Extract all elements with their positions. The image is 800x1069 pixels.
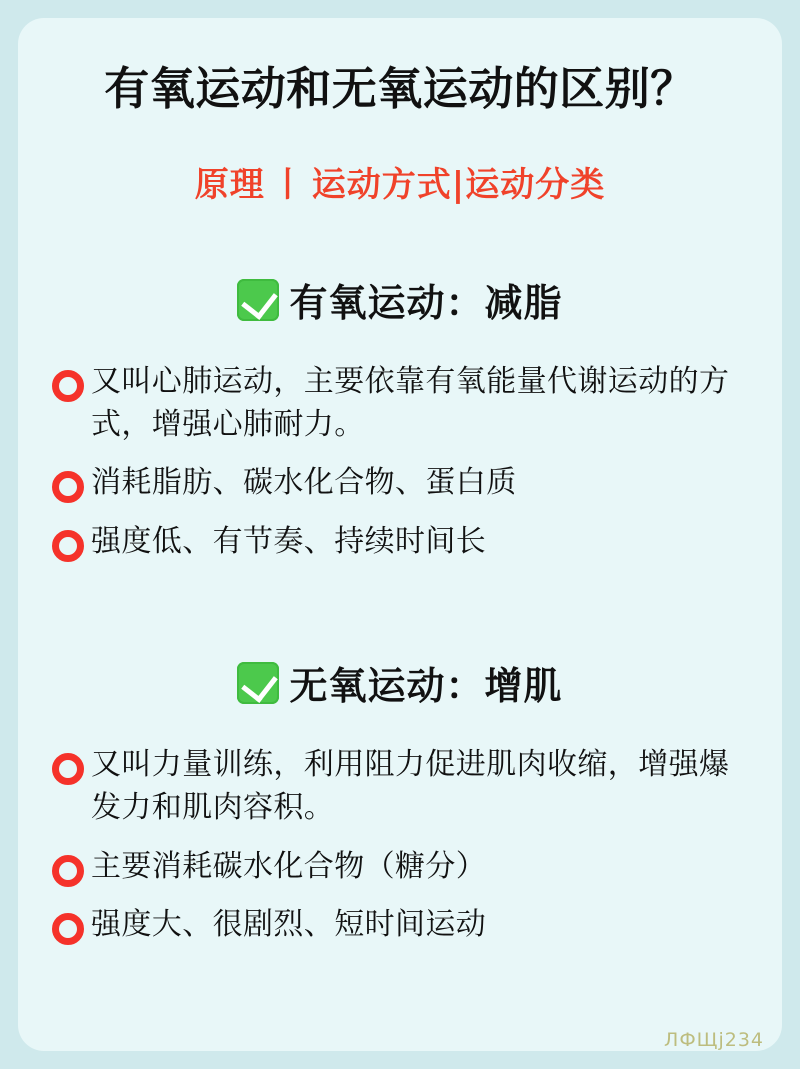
ring-bullet-icon (52, 913, 84, 945)
section-anaerobic-bullets (52, 744, 748, 946)
list-item (52, 904, 748, 947)
content-card (18, 18, 782, 1051)
section-anaerobic-header (52, 655, 748, 710)
list-item (52, 521, 748, 564)
watermark: ЛФЩj234 (664, 1029, 764, 1051)
green-check-icon (237, 279, 279, 321)
list-item-text: 强度大、很剧烈、短时间运动 (91, 907, 487, 943)
list-item (52, 462, 748, 505)
subtitle-left: 原理 (194, 165, 265, 206)
section-anaerobic-title: 无氧运动：增肌 (289, 664, 563, 709)
section-aerobic-title: 有氧运动：减脂 (289, 281, 563, 326)
green-check-icon (237, 662, 279, 704)
subtitle (195, 157, 605, 206)
list-item-text: 又叫心肺运动，主要依靠有氧能量代谢运动的方式，增强心肺耐力。 (91, 364, 730, 442)
page-title: 有氧运动和无氧运动的区别？ (104, 62, 696, 115)
card-inner (18, 18, 782, 1051)
ring-bullet-icon (52, 855, 84, 887)
list-item (52, 744, 748, 829)
subtitle-row (52, 157, 748, 206)
section-aerobic-header (52, 272, 748, 327)
subtitle-right: 运动方式|运动分类 (311, 165, 606, 206)
ring-bullet-icon (52, 370, 84, 402)
list-item-text: 消耗脂肪、碳水化合物、蛋白质 (91, 465, 517, 501)
list-item-text: 强度低、有节奏、持续时间长 (91, 523, 487, 559)
list-item-text: 又叫力量训练，利用阻力促进肌肉收缩，增强爆发力和肌肉容积。 (91, 747, 730, 826)
ring-bullet-icon (52, 530, 84, 562)
list-item (52, 361, 748, 446)
ring-bullet-icon (52, 471, 84, 503)
subtitle-divider: 丨 (270, 165, 306, 206)
list-item-text: 主要消耗碳水化合物（糖分） (91, 848, 487, 884)
section-anaerobic (52, 655, 748, 946)
list-item (52, 846, 748, 889)
ring-bullet-icon (52, 753, 84, 785)
section-aerobic (52, 272, 748, 563)
section-aerobic-bullets (52, 361, 748, 563)
